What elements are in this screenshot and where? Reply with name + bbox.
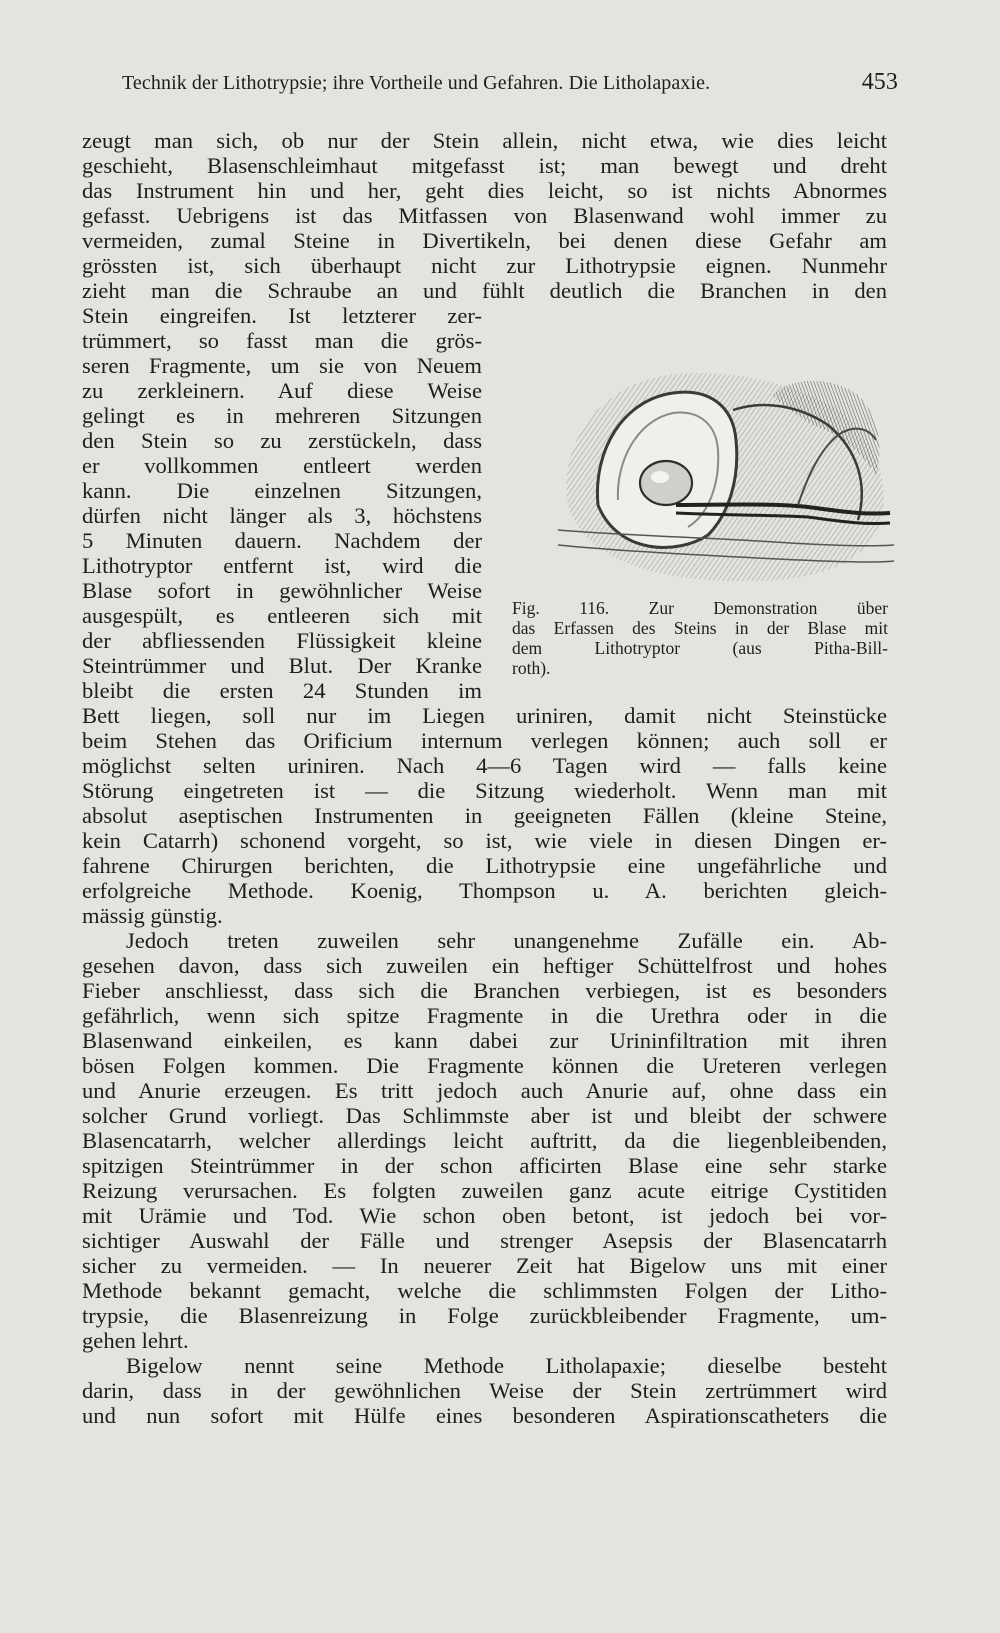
running-title: Technik der Lithotrypsie; ihre Vortheile und Gefahren. Die Litholapaxie. — [122, 72, 711, 94]
text-line: erfolgreiche Methode. Koenig, Thompson u. A. berichten gleich- — [82, 878, 887, 903]
text-line: Blase sofort in gewöhnlicher Weise — [82, 578, 482, 603]
caption-line: dem Lithotryptor (aus Pitha-Bill- — [512, 638, 888, 658]
text-line: gefährlich, wenn sich spitze Fragmente in die Urethra oder in die — [82, 1003, 887, 1028]
caption-line: roth). — [512, 658, 551, 678]
text-line: kann. Die einzelnen Sitzungen, — [82, 478, 482, 503]
text-line: möglichst selten uriniren. Nach 4—6 Tagen wird — falls keine — [82, 753, 887, 778]
text-line: mit Urämie und Tod. Wie schon oben betont, ist jedoch bei vor- — [82, 1203, 887, 1228]
text-line: Stein eingreifen. Ist letzterer zer- — [82, 303, 482, 328]
text-line: Reizung verursachen. Es folgten zuweilen ganz acute eitrige Cystitiden — [82, 1178, 887, 1203]
text-line: 5 Minuten dauern. Nachdem der — [82, 528, 482, 553]
text-line: ausgespült, es entleeren sich mit — [82, 603, 482, 628]
text-line: beim Stehen das Orificium internum verlegen können; auch soll er — [82, 728, 887, 753]
text-line: zeugt man sich, ob nur der Stein allein, nicht etwa, wie dies leicht — [82, 128, 887, 153]
text-line: Methode bekannt gemacht, welche die schlimmsten Folgen der Litho- — [82, 1278, 887, 1303]
paragraph-start-line: Bigelow nennt seine Methode Litholapaxie; dieselbe besteht — [126, 1353, 887, 1378]
text-line: zu zerkleinern. Auf diese Weise — [82, 378, 482, 403]
text-line: darin, dass in der gewöhnlichen Weise der Stein zertrümmert wird — [82, 1378, 887, 1403]
text-line: bösen Folgen kommen. Die Fragmente können die Ureteren verlegen — [82, 1053, 887, 1078]
anatomical-engraving — [558, 355, 894, 583]
paragraph-start-line: Jedoch treten zuweilen sehr unangenehme Zufälle ein. Ab- — [126, 928, 887, 953]
text-line: Störung eingetreten ist — die Sitzung wiederholt. Wenn man mit — [82, 778, 887, 803]
text-line: trümmert, so fasst man die grös- — [82, 328, 482, 353]
text-line: geschieht, Blasenschleimhaut mitgefasst ist; man bewegt und dreht — [82, 153, 887, 178]
text-line: das Instrument hin und her, geht dies leicht, so ist nichts Abnormes — [82, 178, 887, 203]
text-line: dürfen nicht länger als 3, höchstens — [82, 503, 482, 528]
text-line: trypsie, die Blasenreizung in Folge zurückbleibender Fragmente, um- — [82, 1303, 887, 1328]
figure-bladder-illustration — [558, 355, 894, 583]
running-header — [122, 69, 898, 95]
caption-line: das Erfassen des Steins in der Blase mit — [512, 618, 888, 638]
text-line: absolut aseptischen Instrumenten in geeigneten Fällen (kleine Steine, — [82, 803, 887, 828]
text-line: fahrene Chirurgen berichten, die Lithotrypsie eine ungefährliche und — [82, 853, 887, 878]
text-line: gehen lehrt. — [82, 1328, 189, 1353]
text-line: mässig günstig. — [82, 903, 223, 928]
text-line: Steintrümmer und Blut. Der Kranke — [82, 653, 482, 678]
text-line: der abfliessenden Flüssigkeit kleine — [82, 628, 482, 653]
text-line: den Stein so zu zerstückeln, dass — [82, 428, 482, 453]
text-line: er vollkommen entleert werden — [82, 453, 482, 478]
text-line: Blasencatarrh, welcher allerdings leicht auftritt, da die liegenbleibenden, — [82, 1128, 887, 1153]
text-line: gefasst. Uebrigens ist das Mitfassen von Blasenwand wohl immer zu — [82, 203, 887, 228]
text-line: gelingt es in mehreren Sitzungen — [82, 403, 482, 428]
text-line: sichtiger Auswahl der Fälle und strenger Asepsis der Blasencatarrh — [82, 1228, 887, 1253]
text-line: Bett liegen, soll nur im Liegen uriniren, damit nicht Steinstücke — [82, 703, 887, 728]
text-line: Lithotryptor entfernt ist, wird die — [82, 553, 482, 578]
text-line: zieht man die Schraube an und fühlt deutlich die Branchen in den — [82, 278, 887, 303]
text-line: und Anurie erzeugen. Es tritt jedoch auch Anurie auf, ohne dass ein — [82, 1078, 887, 1103]
text-line: Blasenwand einkeilen, es kann dabei zur Urininfiltration mit ihren — [82, 1028, 887, 1053]
text-line: solcher Grund vorliegt. Das Schlimmste aber ist und bleibt der schwere — [82, 1103, 887, 1128]
text-line: seren Fragmente, um sie von Neuem — [82, 353, 482, 378]
text-line: bleibt die ersten 24 Stunden im — [82, 678, 482, 703]
caption-line: Fig. 116. Zur Demonstration über — [512, 598, 888, 618]
text-line: grössten ist, sich überhaupt nicht zur Lithotrypsie eignen. Nunmehr — [82, 253, 887, 278]
text-line: spitzigen Steintrümmer in der schon afficirten Blase eine sehr starke — [82, 1153, 887, 1178]
text-line: Fieber anschliesst, dass sich die Branchen verbiegen, ist es besonders — [82, 978, 887, 1003]
page-number: 453 — [861, 69, 898, 95]
text-line: vermeiden, zumal Steine in Divertikeln, bei denen diese Gefahr am — [82, 228, 887, 253]
text-line: sicher zu vermeiden. — In neuerer Zeit hat Bigelow uns mit einer — [82, 1253, 887, 1278]
text-line: kein Catarrh) schonend vorgeht, so ist, wie viele in diesen Dingen er- — [82, 828, 887, 853]
text-line: gesehen davon, dass sich zuweilen ein heftiger Schüttelfrost und hohes — [82, 953, 887, 978]
text-line: und nun sofort mit Hülfe eines besonderen Aspirationscatheters die — [82, 1403, 887, 1428]
